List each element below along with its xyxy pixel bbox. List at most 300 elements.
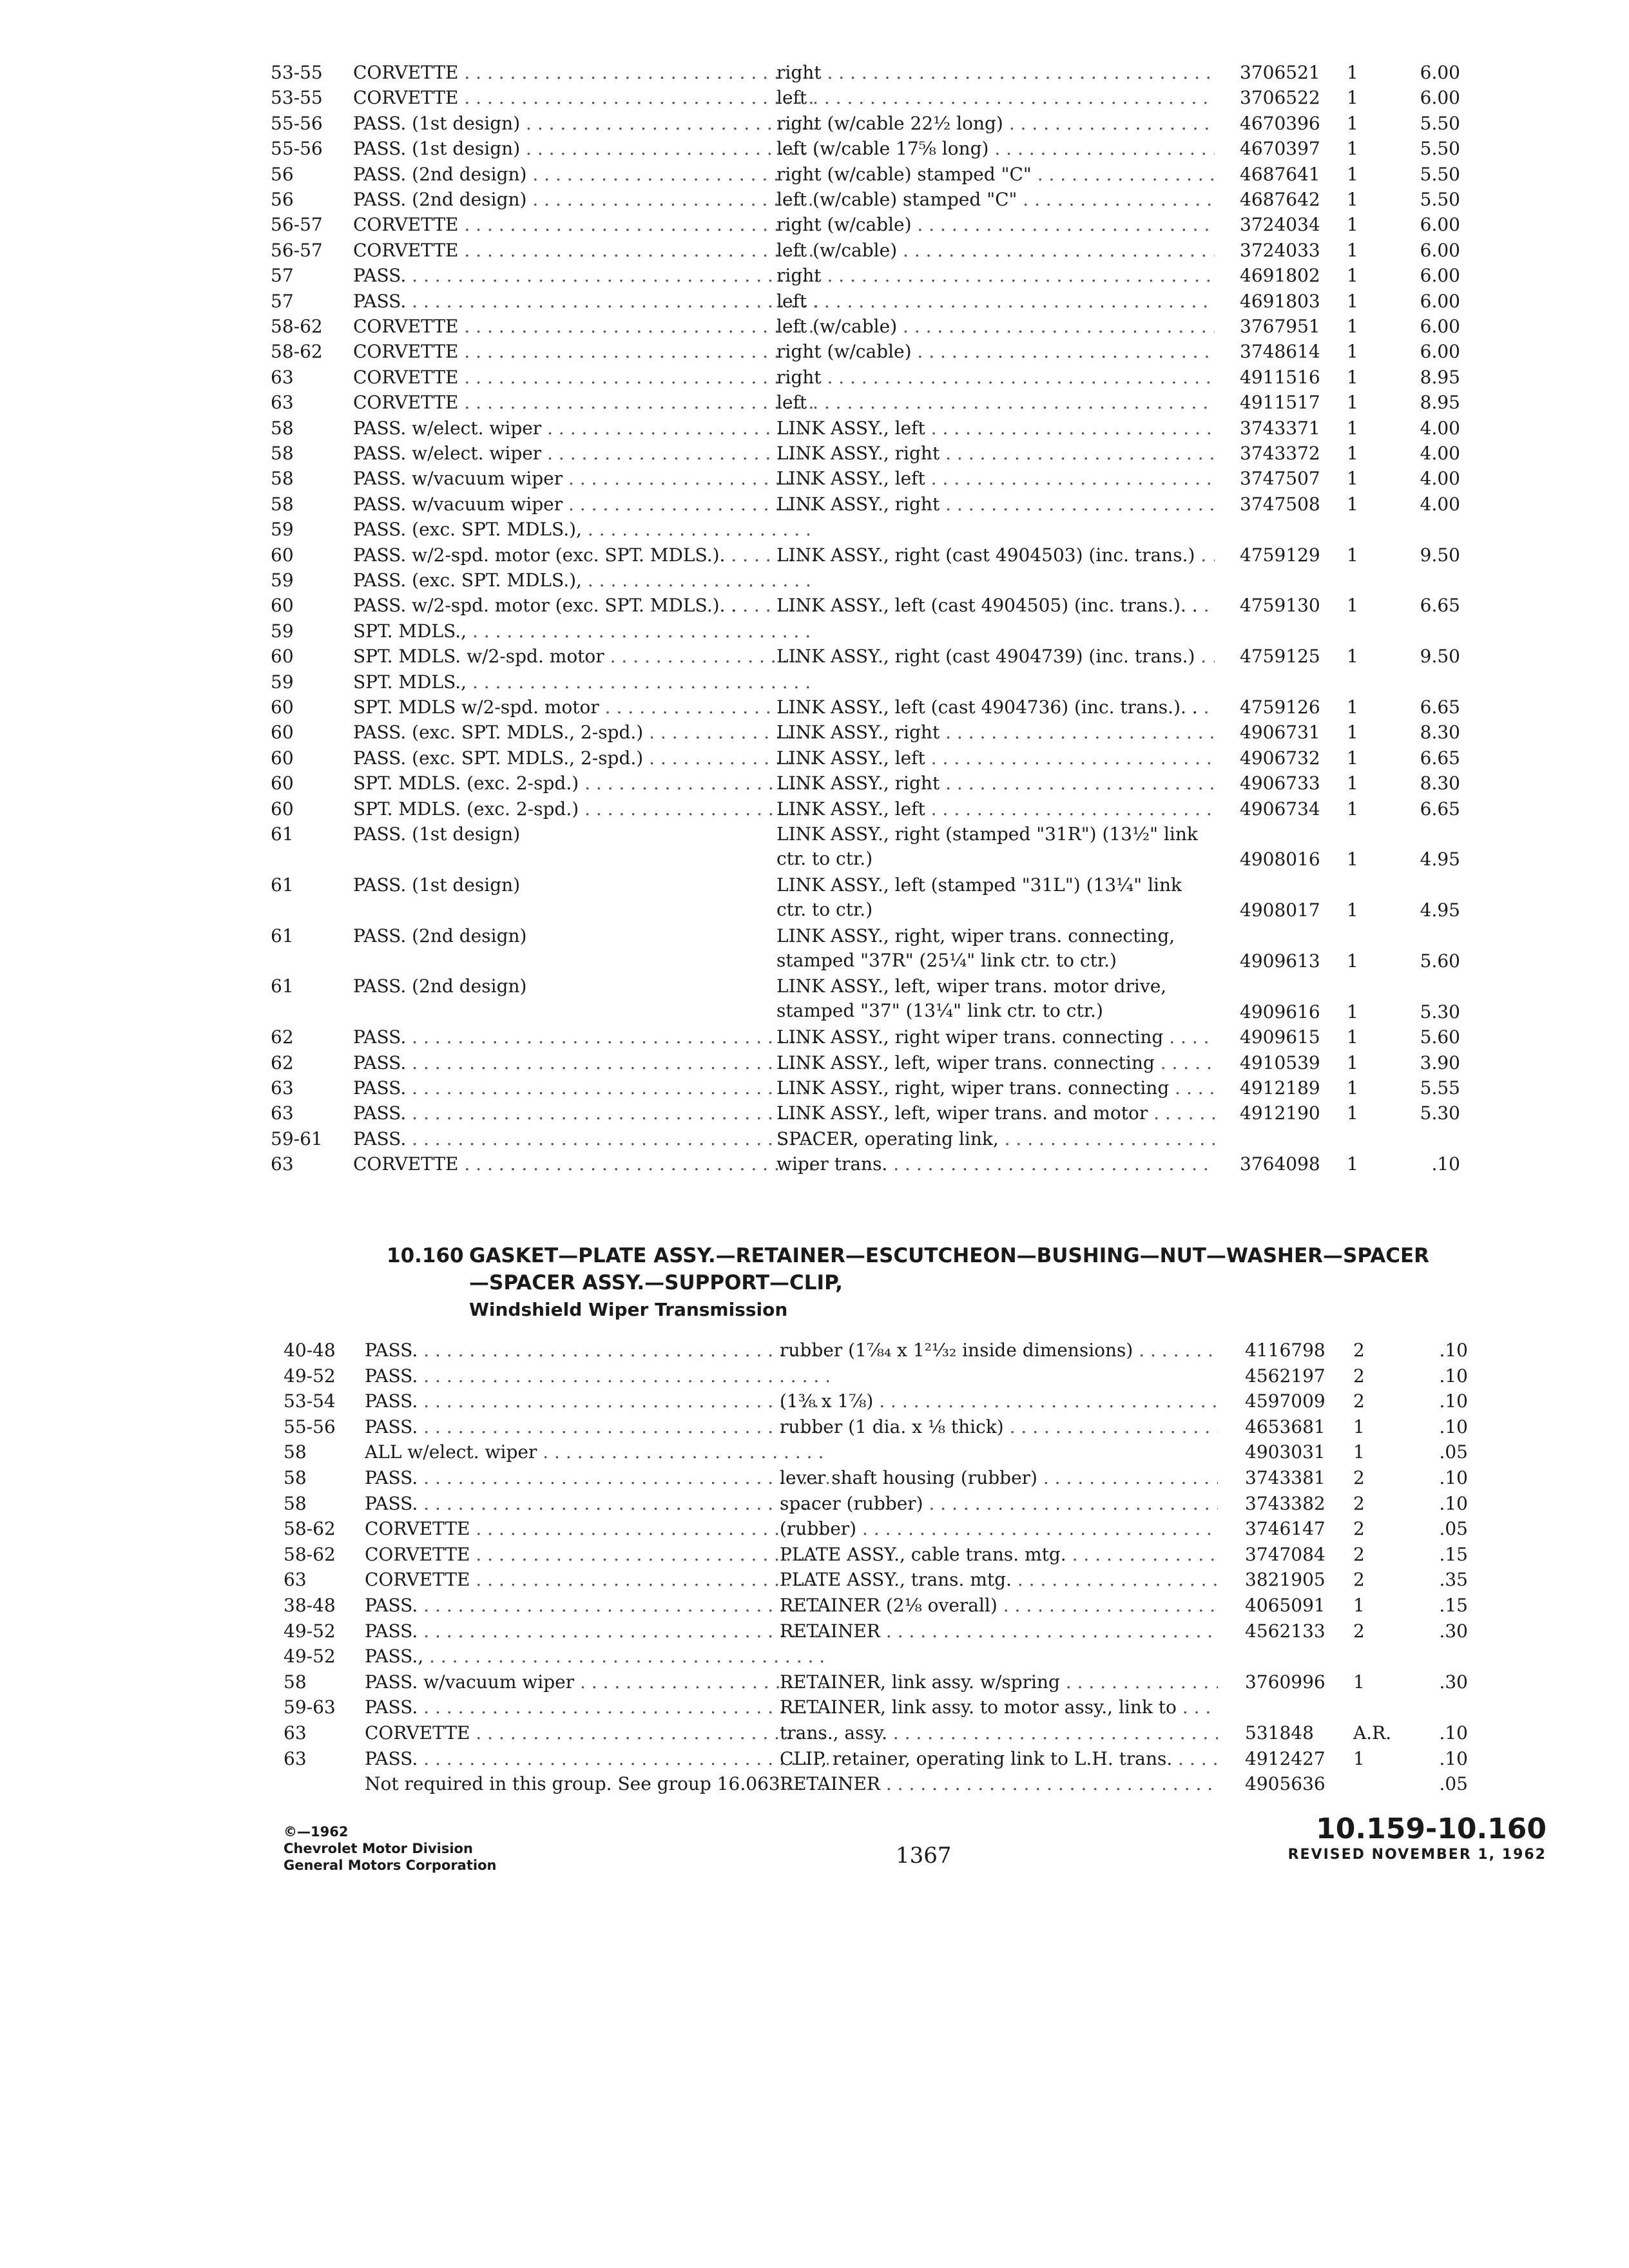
table-row (0, 1025, 1629, 1050)
year-cell: 60 (271, 697, 294, 718)
price-cell: .05 (1439, 1441, 1468, 1463)
model-cell: PASS. (1st design) (353, 823, 521, 845)
year-cell: 58-62 (271, 341, 323, 363)
year-cell: 53-54 (284, 1390, 336, 1412)
quantity-cell: 1 (1347, 214, 1358, 236)
description-cell: left (w/cable) stamped "C" . . . (776, 187, 1215, 212)
model-cell: PASS. . . . (353, 1051, 817, 1075)
description-cell: RETAINER, link assy. to motor assy., link to . . . (780, 1695, 1218, 1720)
description-cell: RETAINER (2⅛ overall) . . . (780, 1593, 1218, 1618)
price-cell: 9.50 (1420, 544, 1460, 566)
model-cell: SPT. MDLS., . . . (353, 619, 817, 644)
table-row (0, 1747, 1629, 1771)
price-cell: 6.65 (1420, 798, 1460, 820)
part-number-cell: 4906732 (1240, 747, 1320, 769)
year-cell: 58 (271, 443, 294, 464)
part-number-cell: 4687642 (1240, 189, 1320, 210)
part-number-cell: 3747084 (1245, 1543, 1325, 1565)
part-number-cell: 4905636 (1245, 1773, 1325, 1795)
model-cell: PASS. . . . (365, 1338, 829, 1363)
price-cell: 4.95 (1420, 899, 1460, 921)
part-number-cell: 4912427 (1245, 1747, 1325, 1769)
table-row (0, 543, 1629, 568)
part-number-cell: 4670396 (1240, 112, 1320, 134)
description-cell: PLATE ASSY., trans. mtg. . . . (780, 1568, 1218, 1592)
section-range-block (1288, 1812, 1547, 1863)
description-cell: left (w/cable 17⅝ long) . . . (776, 137, 1215, 161)
part-number-cell: 3747508 (1240, 493, 1320, 515)
description-cell: LINK ASSY., left . . . (776, 746, 1215, 771)
price-cell: .10 (1439, 1390, 1468, 1412)
part-number-cell: 3748614 (1240, 341, 1320, 363)
model-cell: PASS. . . . (353, 289, 817, 314)
model-cell: PASS. (1st design) . . . (353, 137, 817, 161)
year-cell: 57 (271, 265, 294, 287)
model-cell: PASS. (2nd design) . . . (353, 187, 817, 212)
quantity-cell: 1 (1347, 1026, 1358, 1048)
quantity-cell: 1 (1353, 1595, 1365, 1616)
year-cell: 63 (271, 366, 294, 388)
part-number-cell: 4759126 (1240, 697, 1320, 718)
price-cell: .10 (1439, 1747, 1468, 1769)
year-cell: 60 (271, 773, 294, 794)
quantity-cell: 1 (1347, 1153, 1358, 1175)
table-row (0, 1152, 1629, 1177)
table-row (0, 492, 1629, 517)
year-cell: 53-55 (271, 87, 323, 109)
model-cell: CORVETTE . . . (353, 238, 817, 263)
copyright: ©—1962 (284, 1824, 349, 1840)
part-number-cell: 4903031 (1245, 1441, 1325, 1463)
year-cell: 55-56 (271, 112, 323, 134)
model-cell: PASS. w/2-spd. motor (exc. SPT. MDLS.). . . . . (353, 593, 817, 618)
year-cell: 49-52 (284, 1620, 336, 1642)
price-cell: 5.50 (1420, 163, 1460, 185)
price-cell: 8.95 (1420, 392, 1460, 414)
year-cell: 59-63 (284, 1696, 336, 1718)
part-number-cell: 3743372 (1240, 443, 1320, 464)
part-number-cell: 3706522 (1240, 87, 1320, 109)
year-cell: 53-55 (271, 62, 323, 83)
description-cell: rubber (1 dia. x ⅛ thick) . . . (780, 1415, 1218, 1439)
table-row (0, 1619, 1629, 1644)
section-number: 10.160 (387, 1244, 464, 1267)
year-cell: 56 (271, 189, 294, 210)
table-row (0, 517, 1629, 542)
model-cell: PASS. (2nd design) . . . (353, 162, 817, 187)
description-cell (780, 1644, 1218, 1669)
model-cell: PASS. . . . (365, 1593, 829, 1618)
table-row (0, 390, 1629, 415)
quantity-cell: 1 (1347, 493, 1358, 515)
table-row (0, 1127, 1629, 1151)
quantity-cell: 1 (1347, 849, 1358, 870)
quantity-cell: 1 (1353, 1747, 1365, 1769)
description-cell: LINK ASSY., right . . . (776, 771, 1215, 796)
description-cell: LINK ASSY., left, wiper trans. connecting . . . (776, 1051, 1215, 1075)
part-number-cell: 4759130 (1240, 595, 1320, 617)
price-cell: 4.00 (1420, 493, 1460, 515)
description-cell: LINK ASSY., left, wiper trans. and motor . . . (776, 1101, 1215, 1126)
part-number-cell: 4597009 (1245, 1390, 1325, 1412)
quantity-cell: 1 (1347, 316, 1358, 337)
price-cell: .10 (1439, 1365, 1468, 1387)
description-cell: LINK ASSY., left (cast 4904736) (inc. trans.). . . . . (776, 695, 1215, 720)
quantity-cell: 2 (1353, 1518, 1365, 1540)
year-cell: 61 (271, 874, 294, 896)
part-number-cell: 4906733 (1240, 773, 1320, 794)
model-cell: SPT. MDLS. (exc. 2-spd.) . . . (353, 771, 817, 796)
quantity-cell: 1 (1347, 1077, 1358, 1099)
quantity-cell: 1 (1347, 646, 1358, 668)
table-row (0, 797, 1629, 822)
description-cell: RETAINER . . . (780, 1772, 1218, 1796)
table-row (0, 1338, 1629, 1363)
page-number: 1367 (896, 1843, 952, 1869)
description-cell: SPACER, operating link, . . . (776, 1127, 1215, 1151)
table-row (0, 1440, 1629, 1465)
model-cell: CORVETTE . . . (365, 1542, 829, 1567)
quantity-cell: 1 (1347, 950, 1358, 972)
model-cell: PASS. w/elect. wiper . . . (353, 441, 817, 466)
description-cell: (1⅜ x 1⅞) . . . (780, 1389, 1218, 1414)
price-cell: 6.00 (1420, 290, 1460, 312)
table-row (0, 1492, 1629, 1516)
description-cell: lever shaft housing (rubber) . . . (780, 1466, 1218, 1490)
description-cell: LINK ASSY., left (stamped "31L") (13¼" link ctr. to ctr.) (776, 874, 1182, 920)
year-cell: 63 (271, 1153, 294, 1175)
price-cell: 6.00 (1420, 316, 1460, 337)
table-row (0, 771, 1629, 796)
description-cell: right (w/cable) . . . (776, 340, 1215, 364)
quantity-cell: 1 (1353, 1416, 1365, 1437)
table-row (0, 289, 1629, 314)
model-cell: CORVETTE . . . (353, 213, 817, 237)
price-cell: .10 (1439, 1340, 1468, 1361)
price-cell (1370, 619, 1460, 644)
part-number-cell: 4065091 (1245, 1595, 1325, 1616)
description-cell: PLATE ASSY., cable trans. mtg. . . . (780, 1542, 1218, 1567)
description-cell: LINK ASSY., left . . . (776, 466, 1215, 491)
year-cell: 58 (284, 1467, 307, 1488)
description-cell: right . . . (776, 264, 1215, 288)
year-cell: 58 (271, 417, 294, 439)
description-cell: CLIP, retainer, operating link to L.H. trans. . . . (780, 1747, 1218, 1771)
description-cell: right (w/cable) stamped "C" . . . (776, 162, 1215, 187)
part-number-cell: 4691803 (1240, 290, 1320, 312)
year-cell: 59 (271, 519, 294, 541)
quantity-cell: 1 (1347, 366, 1358, 388)
model-cell: PASS. w/vacuum wiper . . . (353, 466, 817, 491)
year-cell: 62 (271, 1052, 294, 1073)
description-cell: left . . . (776, 390, 1215, 415)
model-cell: PASS. w/vacuum wiper . . . (353, 492, 817, 517)
year-cell: 57 (271, 290, 294, 312)
table-row (0, 593, 1629, 618)
quantity-cell: 2 (1353, 1492, 1365, 1514)
price-cell: 5.50 (1420, 138, 1460, 160)
price-cell: 5.60 (1420, 1026, 1460, 1048)
part-number-cell: 4908016 (1240, 849, 1320, 870)
year-cell: 58 (271, 493, 294, 515)
description-cell: LINK ASSY., right wiper trans. connecting . . . (776, 1025, 1215, 1050)
model-cell: CORVETTE . . . (353, 365, 817, 390)
table-row (0, 416, 1629, 441)
table-row (0, 670, 1629, 695)
year-cell: 58 (284, 1492, 307, 1514)
price-cell (1370, 517, 1460, 542)
part-number-cell: 4906731 (1240, 722, 1320, 744)
corporation: General Motors Corporation (284, 1858, 497, 1873)
price-cell: 8.95 (1420, 366, 1460, 388)
price-cell: .05 (1439, 1773, 1468, 1795)
price-cell: 5.50 (1420, 112, 1460, 134)
quantity-cell: 1 (1347, 1001, 1358, 1023)
table-row (0, 162, 1629, 187)
price-cell: 5.50 (1420, 189, 1460, 210)
price-cell (1378, 1644, 1468, 1669)
table-row (0, 213, 1629, 237)
model-cell: PASS. (exc. SPT. MDLS., 2-spd.) . . . (353, 720, 817, 745)
part-number-cell: 4910539 (1240, 1052, 1320, 1073)
price-cell: 4.00 (1420, 443, 1460, 464)
table-row (0, 1389, 1629, 1414)
quantity-cell: 1 (1347, 468, 1358, 490)
table-row (0, 187, 1629, 212)
year-cell: 61 (271, 975, 294, 997)
quantity-cell: 1 (1347, 189, 1358, 210)
table-row (0, 619, 1629, 644)
year-cell: 56-57 (271, 239, 323, 261)
table-row (0, 365, 1629, 390)
model-cell: Not required in this group. See group 16.063 . . . (365, 1772, 829, 1796)
year-cell: 61 (271, 823, 294, 845)
part-number-cell: 4670397 (1240, 138, 1320, 160)
year-cell: 49-52 (284, 1646, 336, 1667)
part-number-cell: 4908017 (1240, 899, 1320, 921)
table-row (0, 1670, 1629, 1695)
table-row (0, 314, 1629, 339)
price-cell: .35 (1439, 1569, 1468, 1591)
quantity-cell: 2 (1353, 1569, 1365, 1591)
quantity-cell: 1 (1347, 722, 1358, 744)
table-row (0, 1517, 1629, 1541)
quantity-cell: 2 (1353, 1467, 1365, 1488)
table-row (0, 822, 1629, 873)
quantity-cell: 2 (1353, 1340, 1365, 1361)
quantity-cell: 1 (1347, 290, 1358, 312)
quantity-cell: 1 (1347, 62, 1358, 83)
part-number-cell: 4906734 (1240, 798, 1320, 820)
model-cell: SPT. MDLS., . . . (353, 670, 817, 695)
quantity-cell: 1 (1347, 265, 1358, 287)
year-cell: 62 (271, 1026, 294, 1048)
description-cell: LINK ASSY., right, wiper trans. connecting . . . (776, 1076, 1215, 1100)
model-cell: PASS. (exc. SPT. MDLS.), . . . (353, 568, 817, 593)
part-number-cell: 4909615 (1240, 1026, 1320, 1048)
price-cell (1370, 670, 1460, 695)
publisher-block (284, 1823, 496, 1874)
price-cell: 3.90 (1420, 1052, 1460, 1073)
table-row (0, 61, 1629, 85)
table-row (0, 695, 1629, 720)
quantity-cell: 2 (1353, 1620, 1365, 1642)
table-row (0, 644, 1629, 669)
price-cell: 6.00 (1420, 239, 1460, 261)
year-cell: 60 (271, 646, 294, 668)
part-number-cell: 531848 (1245, 1722, 1314, 1744)
price-cell: .15 (1439, 1595, 1468, 1616)
model-cell: PASS. (exc. SPT. MDLS., 2-spd.) . . . (353, 746, 817, 771)
model-cell: PASS. . . . (365, 1619, 829, 1644)
table-row (0, 264, 1629, 288)
model-cell: CORVETTE . . . (353, 314, 817, 339)
part-number-cell: 4562197 (1245, 1365, 1325, 1387)
table-row (0, 1364, 1629, 1389)
part-number-cell: 4909613 (1240, 950, 1320, 972)
price-cell: .30 (1439, 1671, 1468, 1693)
model-cell: PASS. . . . (365, 1492, 829, 1516)
model-cell: PASS. (exc. SPT. MDLS.), . . . (353, 517, 817, 542)
price-cell: .10 (1439, 1416, 1468, 1437)
description-cell: LINK ASSY., right . . . (776, 441, 1215, 466)
year-cell: 58 (271, 468, 294, 490)
price-cell: 5.60 (1420, 950, 1460, 972)
quantity-cell: 1 (1347, 798, 1358, 820)
table-row (0, 1101, 1629, 1126)
description-cell: left . . . (776, 86, 1215, 110)
year-cell: 56-57 (271, 214, 323, 236)
table-row (0, 86, 1629, 110)
table-row (0, 1415, 1629, 1439)
price-cell: 6.00 (1420, 341, 1460, 363)
quantity-cell: 1 (1347, 392, 1358, 414)
description-cell: LINK ASSY., right (cast 4904739) (inc. trans.) . . . (776, 644, 1215, 669)
quantity-cell: 1 (1347, 239, 1358, 261)
year-cell: 60 (271, 747, 294, 769)
price-cell: .30 (1439, 1620, 1468, 1642)
table-row (0, 568, 1629, 593)
table-row (0, 974, 1629, 1025)
model-cell: PASS. . . . (353, 1127, 817, 1151)
price-cell: 8.30 (1420, 773, 1460, 794)
year-cell: 59 (271, 671, 294, 693)
quantity-cell: 2 (1353, 1390, 1365, 1412)
price-cell: 5.30 (1420, 1001, 1460, 1023)
quantity-cell: 1 (1347, 417, 1358, 439)
part-number-cell: 4116798 (1245, 1340, 1325, 1361)
quantity-cell: 1 (1347, 1052, 1358, 1073)
year-cell: 61 (271, 925, 294, 947)
model-cell: PASS. . . . (365, 1389, 829, 1414)
model-cell: SPT. MDLS. w/2-spd. motor . . . (353, 644, 817, 669)
description-cell (776, 517, 1215, 542)
table-row (0, 238, 1629, 263)
part-number-cell: 4759125 (1240, 646, 1320, 668)
year-cell: 59 (271, 570, 294, 591)
table-row (0, 746, 1629, 771)
model-cell: CORVETTE . . . (353, 1152, 817, 1177)
description-cell: LINK ASSY., left (cast 4904505) (inc. trans.). . . . . (776, 593, 1215, 618)
model-cell: CORVETTE . . . (353, 340, 817, 364)
year-cell: 58-62 (271, 316, 323, 337)
description-cell: LINK ASSY., right . . . (776, 720, 1215, 745)
description-cell: left . . . (776, 289, 1215, 314)
table-row (0, 1772, 1629, 1796)
part-number-cell: 4687641 (1240, 163, 1320, 185)
year-cell: 55-56 (284, 1416, 336, 1437)
price-cell: 6.65 (1420, 697, 1460, 718)
year-cell: 63 (271, 1077, 294, 1099)
year-cell: 55-56 (271, 138, 323, 160)
part-number-cell: 3747507 (1240, 468, 1320, 490)
description-cell (776, 619, 1215, 644)
price-cell: .10 (1439, 1722, 1468, 1744)
quantity-cell: 1 (1347, 1102, 1358, 1124)
year-cell: 60 (271, 798, 294, 820)
quantity-cell: 1 (1347, 87, 1358, 109)
year-cell: 58-62 (284, 1543, 336, 1565)
table-row (0, 111, 1629, 136)
year-cell: 40-48 (284, 1340, 336, 1361)
price-cell: 6.65 (1420, 747, 1460, 769)
quantity-cell: 1 (1347, 138, 1358, 160)
description-cell: right . . . (776, 365, 1215, 390)
price-cell (1370, 568, 1460, 593)
model-cell: PASS. . . . (353, 1101, 817, 1126)
year-cell: 63 (271, 392, 294, 414)
division: Chevrolet Motor Division (284, 1841, 473, 1856)
price-cell: .10 (1439, 1492, 1468, 1514)
quantity-cell: 1 (1347, 595, 1358, 617)
model-cell: PASS. w/elect. wiper . . . (353, 416, 817, 441)
description-cell (780, 1364, 1218, 1389)
model-cell: CORVETTE . . . (365, 1517, 829, 1541)
part-number-cell: 3743382 (1245, 1492, 1325, 1514)
description-cell: right (w/cable) . . . (776, 213, 1215, 237)
description-cell (776, 670, 1215, 695)
part-number-cell: 4562133 (1245, 1620, 1325, 1642)
part-number-cell: 4653681 (1245, 1416, 1325, 1437)
table-row (0, 1721, 1629, 1745)
year-cell: 58-62 (284, 1518, 336, 1540)
description-cell: LINK ASSY., right (stamped "31R") (13½" link ctr. to ctr.) (776, 823, 1198, 869)
quantity-cell: 1 (1347, 443, 1358, 464)
description-cell: (rubber) . . . (780, 1517, 1218, 1541)
price-cell (1378, 1695, 1468, 1720)
year-cell: 56 (271, 163, 294, 185)
quantity-cell: 1 (1347, 773, 1358, 794)
description-cell: right (w/cable 22½ long) . . . (776, 111, 1215, 136)
quantity-cell: 1 (1347, 544, 1358, 566)
price-cell: 6.65 (1420, 595, 1460, 617)
table-row (0, 873, 1629, 924)
description-cell: LINK ASSY., right, wiper trans. connecting, stamped "37R" (25¼" link ctr. to ctr.) (776, 925, 1175, 971)
table-row (0, 137, 1629, 161)
year-cell: 63 (271, 1102, 294, 1124)
model-cell: CORVETTE . . . (365, 1721, 829, 1745)
part-number-cell: 3706521 (1240, 62, 1320, 83)
price-cell (1370, 1127, 1460, 1151)
part-number-cell: 4759129 (1240, 544, 1320, 566)
model-cell: ALL w/elect. wiper . . . (365, 1440, 829, 1465)
part-number-cell: 3743371 (1240, 417, 1320, 439)
price-cell: 4.00 (1420, 417, 1460, 439)
part-number-cell: 4912189 (1240, 1077, 1320, 1099)
model-cell: CORVETTE . . . (353, 61, 817, 85)
year-cell: 58 (284, 1671, 307, 1693)
table-row (0, 924, 1629, 975)
